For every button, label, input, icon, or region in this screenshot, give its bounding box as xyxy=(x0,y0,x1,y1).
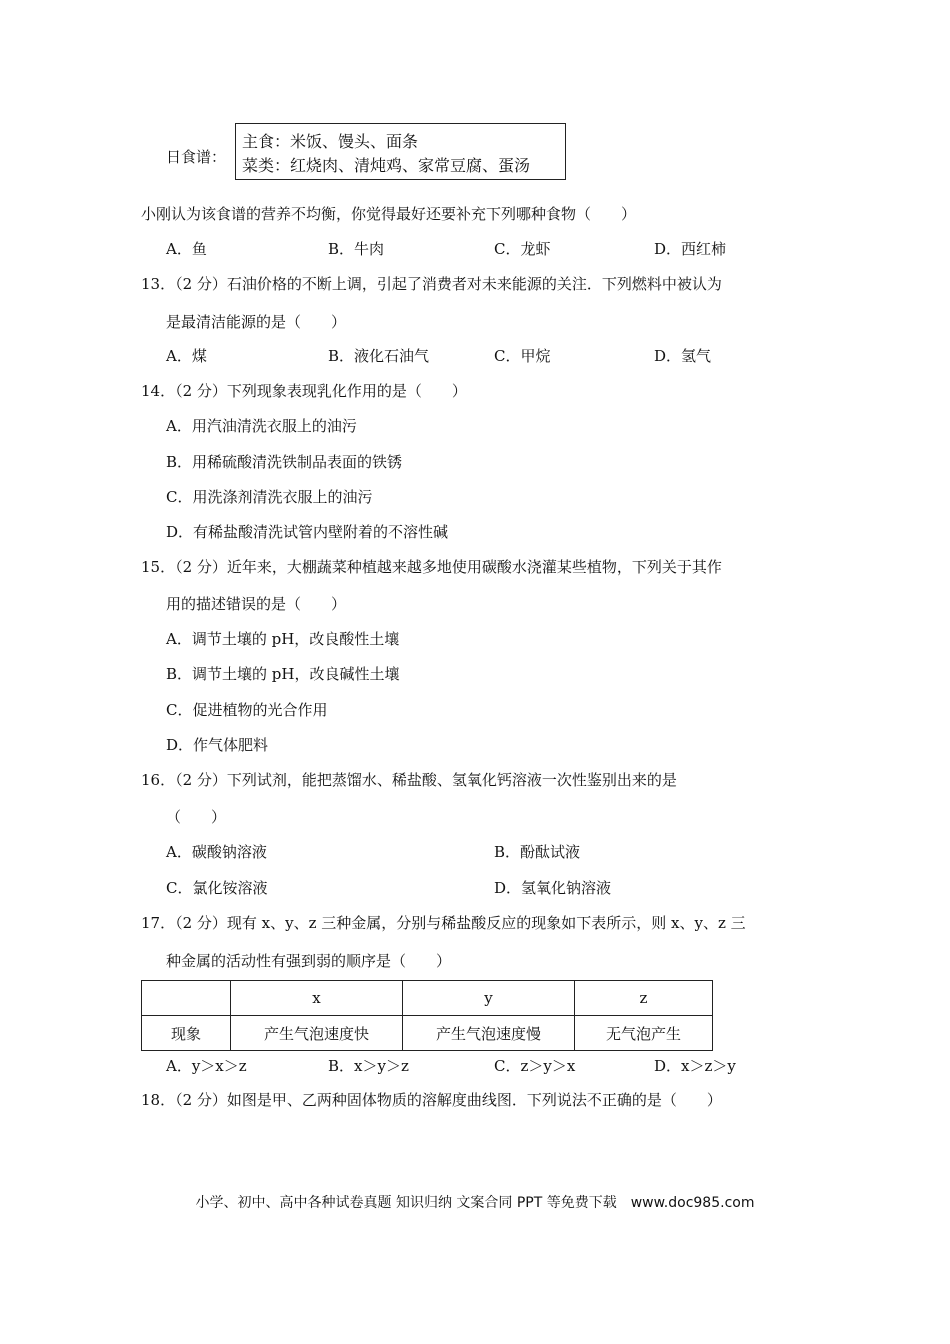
q12-option-a: A．鱼 xyxy=(166,240,207,258)
table-cell-y: 产生气泡速度慢 xyxy=(403,1016,575,1051)
menu-line-dishes: 菜类：红烧肉、清炖鸡、家常豆腐、蛋汤 xyxy=(242,156,531,175)
q12-option-d: D．西红柿 xyxy=(654,240,727,258)
q16-option-a: A．碳酸钠溶液 xyxy=(166,843,267,861)
q17-option-c: C．z＞y＞x xyxy=(494,1057,576,1075)
q17-option-a: A．y＞x＞z xyxy=(166,1057,247,1075)
table-header-row xyxy=(142,981,713,1016)
q12-option-b: B．牛肉 xyxy=(328,240,385,258)
q13-option-b: B．液化石油气 xyxy=(328,347,430,365)
q15-option-c: C．促进植物的光合作用 xyxy=(166,701,328,719)
q14-option-a: A．用汽油清洗衣服上的油污 xyxy=(166,417,357,435)
q15-stem-line2: 用的描述错误的是（ ） xyxy=(166,595,347,613)
q15-option-b: B．调节土壤的 pH，改良碱性土壤 xyxy=(166,665,400,683)
menu-label: 日食谱： xyxy=(166,148,227,166)
q13-option-d: D．氢气 xyxy=(654,347,712,365)
metal-reaction-table xyxy=(141,980,713,1051)
table-cell-label: 现象 xyxy=(142,1016,231,1051)
table-header-cell-z: z xyxy=(575,981,713,1016)
page-footer: 小学、初中、高中各种试卷真题 知识归纳 文案合同 PPT 等免费下载 www.doc985.com xyxy=(195,1195,755,1211)
q17-option-d: D．x＞z＞y xyxy=(654,1057,736,1075)
q16-option-b: B．酚酞试液 xyxy=(494,843,581,861)
q14-stem: 14．（2 分）下列现象表现乳化作用的是（ ） xyxy=(141,382,467,400)
q17-stem-line1: 17．（2 分）现有 x、y、z 三种金属，分别与稀盐酸反应的现象如下表所示，则 x、y、z 三 xyxy=(141,914,746,932)
menu-box xyxy=(235,123,566,180)
q12-option-c: C．龙虾 xyxy=(494,240,551,258)
table-cell-x: 产生气泡速度快 xyxy=(231,1016,403,1051)
q14-option-c: C．用洗涤剂清洗衣服上的油污 xyxy=(166,488,373,506)
q16-stem-line2: （ ） xyxy=(166,808,227,826)
q13-stem-line1: 13．（2 分）石油价格的不断上调，引起了消费者对未来能源的关注．下列燃料中被认为 xyxy=(141,275,722,293)
q14-option-d: D．有稀盐酸清洗试管内壁附着的不溶性碱 xyxy=(166,523,449,541)
q13-option-a: A．煤 xyxy=(166,347,207,365)
q13-stem-line2: 是最清洁能源的是（ ） xyxy=(166,313,347,331)
q16-option-d: D．氢氧化钠溶液 xyxy=(494,879,612,897)
table-header-cell-x: x xyxy=(231,981,403,1016)
table-cell-z: 无气泡产生 xyxy=(575,1016,713,1051)
menu-line-staple: 主食：米饭、馒头、面条 xyxy=(242,132,419,151)
q12-stem: 小刚认为该食谱的营养不均衡，你觉得最好还要补充下列哪种食物（ ） xyxy=(141,205,637,223)
q16-option-c: C．氯化铵溶液 xyxy=(166,879,268,897)
q17-stem-line2: 种金属的活动性有强到弱的顺序是（ ） xyxy=(166,952,452,970)
q13-option-c: C．甲烷 xyxy=(494,347,551,365)
q17-option-b: B．x＞y＞z xyxy=(328,1057,409,1075)
table-row xyxy=(142,1016,713,1051)
q18-stem: 18．（2 分）如图是甲、乙两种固体物质的溶解度曲线图．下列说法不正确的是（ ） xyxy=(141,1091,722,1109)
table-header-cell-y: y xyxy=(403,981,575,1016)
q15-option-d: D．作气体肥料 xyxy=(166,736,269,754)
table-header-cell-blank xyxy=(142,981,231,1016)
q14-option-b: B．用稀硫酸清洗铁制品表面的铁锈 xyxy=(166,453,403,471)
q15-stem-line1: 15．（2 分）近年来，大棚蔬菜种植越来越多地使用碳酸水浇灌某些植物，下列关于其作 xyxy=(141,558,722,576)
q16-stem-line1: 16．（2 分）下列试剂，能把蒸馏水、稀盐酸、氢氧化钙溶液一次性鉴别出来的是 xyxy=(141,771,677,789)
q15-option-a: A．调节土壤的 pH，改良酸性土壤 xyxy=(166,630,400,648)
